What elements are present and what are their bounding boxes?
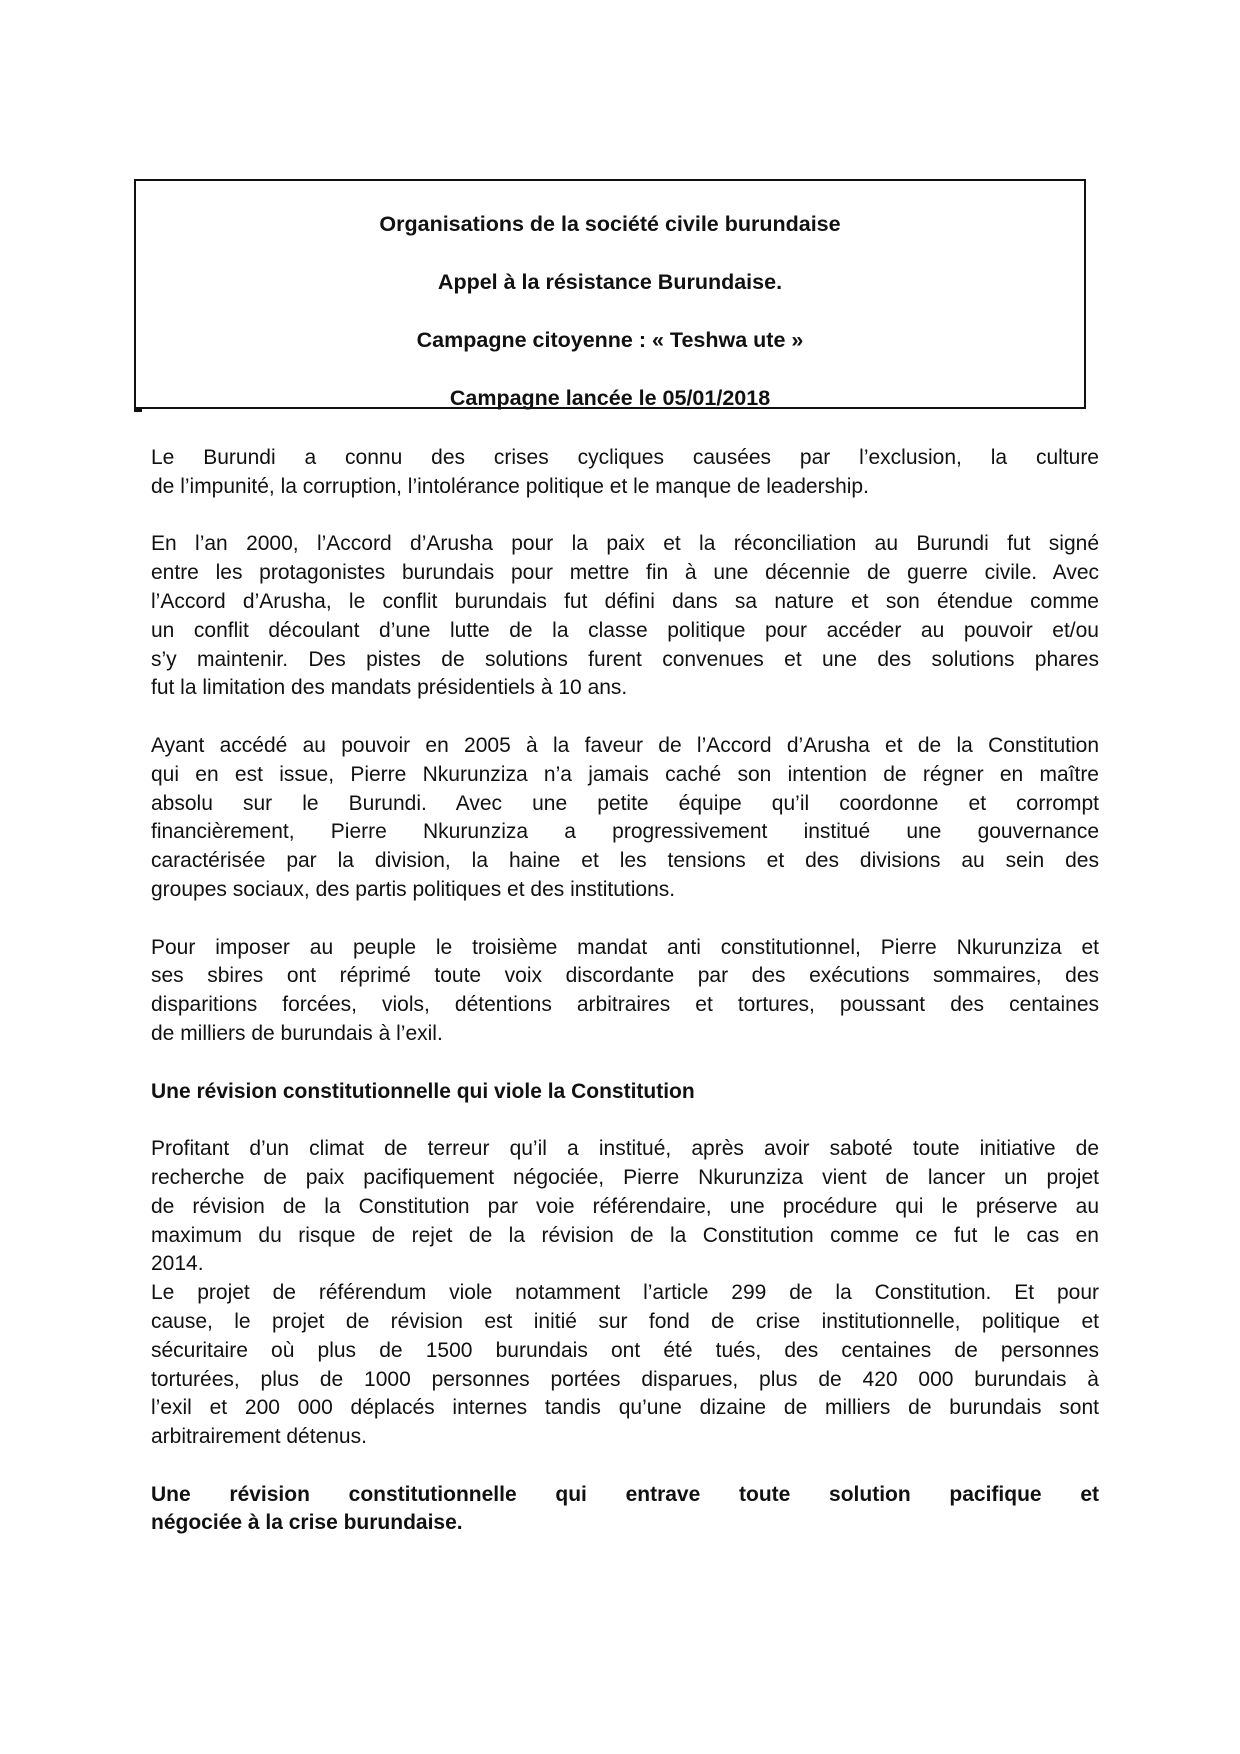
text-line: s’y maintenir. Des pistes de solutions furent convenues et une des solutions phares — [151, 647, 1099, 671]
text-line: torturées, plus de 1000 personnes portées disparues, plus de 420 000 burundais à — [151, 1367, 1099, 1391]
text-line: 2014. — [151, 1252, 204, 1276]
text-line: ses sbires ont réprimé toute voix discordante par des exécutions sommaires, des — [151, 964, 1099, 988]
text-line: arbitrairement détenus. — [151, 1425, 367, 1449]
paragraph — [151, 530, 1099, 703]
text-line: groupes sociaux, des partis politiques et des institutions. — [151, 877, 676, 901]
text-line: de milliers de burundais à l’exil. — [151, 1021, 443, 1045]
text-line: caractérisée par la division, la haine et les tensions et des divisions au sein des — [151, 849, 1099, 873]
text-line: financièrement, Pierre Nkurunziza a progressivement institué une gouvernance — [151, 820, 1099, 844]
document-body — [151, 444, 1099, 1567]
text-line: Une révision constitutionnelle qui entrave toute solution pacifique et — [151, 1482, 1099, 1506]
header-appeal: Appel à la résistance Burundaise. — [437, 270, 783, 294]
header-organisation: Organisations de la société civile burundaise — [379, 212, 841, 236]
text-line: fut la limitation des mandats présidentiels à 10 ans. — [151, 676, 628, 700]
paragraph — [151, 1135, 1099, 1279]
paragraph — [151, 444, 1099, 502]
text-line: entre les protagonistes burundais pour mettre fin à une décennie de guerre civile. Avec — [151, 561, 1099, 585]
text-line: sécuritaire où plus de 1500 burundais ont été tués, des centaines de personnes — [151, 1338, 1099, 1362]
text-line: qui en est issue, Pierre Nkurunziza n’a jamais caché son intention de régner en maître — [151, 762, 1099, 786]
text-line: Pour imposer au peuple le troisième mandat anti constitutionnel, Pierre Nkurunziza et — [151, 935, 1099, 959]
text-line: Ayant accédé au pouvoir en 2005 à la faveur de l’Accord d’Arusha et de la Constitution — [151, 733, 1099, 757]
text-line: maximum du risque de rejet de la révision de la Constitution comme ce fut le cas en — [151, 1223, 1099, 1247]
text-line: Une révision constitutionnelle qui viole la Constitution — [151, 1079, 695, 1103]
text-line: négociée à la crise burundaise. — [151, 1511, 463, 1535]
text-line: Profitant d’un climat de terreur qu’il a institué, après avoir saboté toute initiative de — [151, 1137, 1099, 1161]
text-line: absolu sur le Burundi. Avec une petite équipe qu’il coordonne et corrompt — [151, 791, 1099, 815]
text-line: Le Burundi a connu des crises cycliques causées par l’exclusion, la culture — [151, 446, 1099, 469]
section-heading — [151, 1078, 1099, 1107]
text-line: disparitions forcées, viols, détentions arbitraires et tortures, poussant des centaines — [151, 993, 1099, 1017]
text-line: cause, le projet de révision est initié sur fond de crise institutionnelle, politique et — [151, 1309, 1099, 1333]
paragraph — [151, 1279, 1099, 1452]
section-heading — [151, 1481, 1099, 1539]
header-campaign: Campagne citoyenne : « Teshwa ute » — [416, 328, 804, 352]
paragraph — [151, 934, 1099, 1049]
text-line: un conflit découlant d’une lutte de la classe politique pour accéder au pouvoir et/ou — [151, 618, 1099, 642]
text-line: recherche de paix pacifiquement négociée, Pierre Nkurunziza vient de lancer un projet — [151, 1165, 1099, 1189]
text-line: En l’an 2000, l’Accord d’Arusha pour la paix et la réconciliation au Burundi fut signé — [151, 532, 1099, 556]
text-line: l’exil et 200 000 déplacés internes tandis qu’une dizaine de milliers de burundais sont — [151, 1396, 1099, 1420]
text-line: de l’impunité, la corruption, l’intolérance politique et le manque de leadership. — [151, 474, 869, 498]
header-launch-date: Campagne lancée le 05/01/2018 — [449, 386, 771, 410]
text-line: de révision de la Constitution par voie référendaire, une procédure qui le préserve au — [151, 1194, 1099, 1218]
paragraph — [151, 732, 1099, 905]
text-line: Le projet de référendum viole notamment l’article 299 de la Constitution. Et pour — [151, 1281, 1099, 1305]
text-line: l’Accord d’Arusha, le conflit burundais fut défini dans sa nature et son étendue comme — [151, 589, 1099, 613]
